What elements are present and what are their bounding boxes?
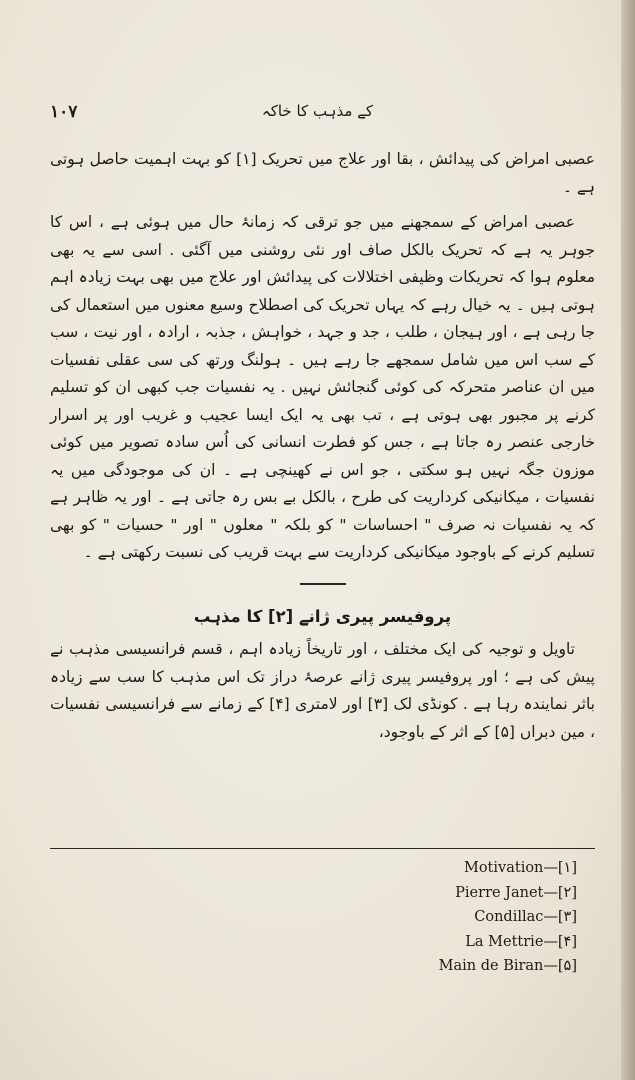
footnote-3: Condillac—[۳] [474,909,577,925]
paragraph-2: عصبی امراض کے سمجھنے میں جو ترقی کہ زمانۂ حال میں ہوئی ہے ، اس کا جوہر یہ ہے کہ تحریک بالکل صاف اور نئی روشنی میں آگئی . اسی سے یہ بھی معلوم ہوا کہ تحریکات وظیفی اختلالات کی پیدائش اور علاج میں بھی بہت زیادہ اہم ہوتی ہیں ۔ یہ خیال رہے کہ یہاں تحریک کی اصطلاح وسیع معنوں میں استعمال کی جا رہی ہے ، اور ہیجان ، طلب ، جد و جہد ، خواہش ، جذبہ ، ارادہ ، اور نیت ، سب کے سب اس میں شامل سمجھے جا رہے ہیں ۔ ہولنگ ورتھ کی سی عقلی نفسیات میں ان عناصر متحرکہ کی کوئی گنجائش نہیں . یہ نفسیات جب کبھی ان کو تسلیم کرنے پر مجبور بھی ہوتی ہے ، تب بھی یہ ایک ایسا عجیب و غریب اور پر اسرار خارجی عنصر رہ جاتا ہے ، جس کو فطرت انسانی کی اُس سادہ تصویر میں کوئی موزون جگہ نہیں ہو سکتی ، جو اس نے کھینچی ہے ۔ ان کی موجودگی میں یہ نفسیات ، میکانیکی کرداریت کی طرح ، بالکل بے بس رہ جاتی ہے ۔ اور یہ ظاہر ہے کہ یہ نفسیات نہ صرف " احساسات " کو بلکہ " معلوں " اور " حسیات " کو بھی تسلیم کرنے کے باوجود میکانیکی کرداریت سے بہت قریب کی نسبت رکھتی ہے ۔ [50,213,595,561]
paragraph-1: عصبی امراض کی پیدائش ، بقا اور علاج میں تحریک [۱] کو بہت اہمیت حاصل ہوتی ہے ۔ [50,150,595,196]
footnote-5: Main de Biran—[۵] [438,958,577,974]
footnote-rule [50,848,595,849]
footnote-2: Pierre Janet—[۲] [455,884,577,901]
section-divider [300,583,346,585]
section-heading: پروفیسر پیری ژانے [۲] کا مذہب [193,606,452,626]
running-title: کے مذہب کا خاکہ [261,102,374,120]
footnote-1: Motivation—[۱] [463,860,577,876]
page-header [50,102,585,128]
body-text [50,146,595,754]
footnote-4: La Mettrie—[۴] [465,933,577,950]
paragraph-3: تاویل و توجیہ کی ایک مختلف ، اور تاریخاً زیادہ اہم ، قسم فرانسیسی مذہب نے پیش کی ہے ؛ اور پروفیسر پیری ژانے عرصۂ دراز تک اس مذہب کا سب سے زیادہ باثر نمایندہ رہا ہے . کونڈی لک [۳] اور لامتری [۴] کے زمانے سے فرانسیسی نفسیات ، مین دبراں [۵] کے اثر کے باوجود، [50,640,595,741]
page-number: ۱۰۷ [50,102,78,122]
page-spine-shadow [621,0,635,1080]
footnotes [439,856,577,979]
